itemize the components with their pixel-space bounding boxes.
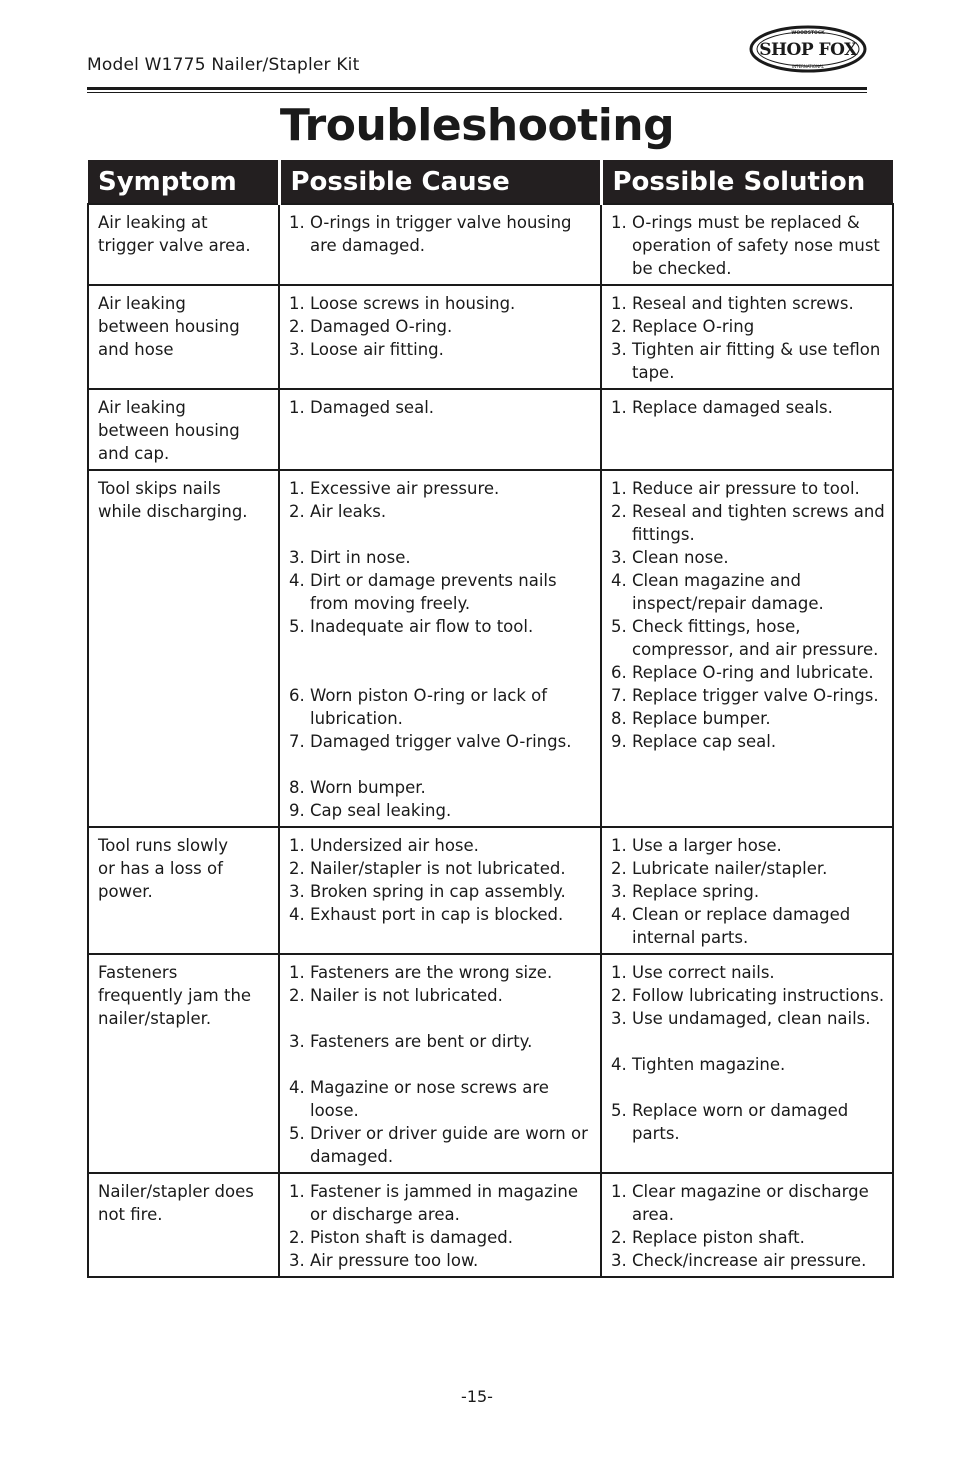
cause-item: 4. Dirt or damage prevents nails from moving freely.: [289, 571, 557, 613]
solution-list: [611, 211, 886, 280]
cause-item: 8. Worn bumper.: [289, 778, 426, 797]
solution-item: 2. Reseal and tighten screws and fittings.: [611, 502, 885, 544]
cause-cell: [279, 389, 601, 470]
solution-item: 3. Use undamaged, clean nails.: [611, 1009, 871, 1028]
cause-item: 2. Nailer/stapler is not lubricated.: [289, 859, 566, 878]
solution-list: [611, 292, 886, 384]
cause-item: 7. Damaged trigger valve O-rings.: [289, 732, 572, 751]
symptom-cell: [88, 389, 279, 470]
table-row: [88, 827, 893, 954]
cause-item: 1. Fasteners are the wrong size.: [289, 963, 553, 982]
solution-cell: [601, 470, 893, 827]
table-row: [88, 470, 893, 827]
table-row: [88, 1173, 893, 1277]
solution-item: 1. Use a larger hose.: [611, 836, 782, 855]
symptom-text: Fasteners frequently jam the nailer/stapler.: [98, 963, 252, 1028]
symptom-text: Air leaking between housing and hose: [98, 294, 240, 359]
logo-small-top: WOODSTOCK: [791, 31, 825, 36]
table-row: [88, 954, 893, 1173]
cause-item: 1. Damaged seal.: [289, 398, 435, 417]
solution-cell: [601, 285, 893, 389]
table-row: [88, 204, 893, 285]
header-possible-cause: Possible Cause: [279, 160, 601, 204]
solution-item: 4. Clean magazine and inspect/repair damage.: [611, 571, 824, 613]
symptom-cell: [88, 204, 279, 285]
solution-list: [611, 961, 886, 1145]
logo-text: SHOP FOX: [759, 40, 857, 60]
header-rule-thick: [87, 87, 867, 90]
cause-item: 2. Air leaks.: [289, 502, 387, 521]
cause-item: 1. Undersized air hose.: [289, 836, 479, 855]
cause-item: 4. Magazine or nose screws are loose.: [289, 1078, 549, 1120]
table-row: [88, 389, 893, 470]
solution-cell: [601, 389, 893, 470]
page-heading: Troubleshooting: [279, 100, 675, 151]
solution-item: 1. O-rings must be replaced & operation of safety nose must be checked.: [611, 213, 880, 278]
solution-item: 5. Check fittings, hose, compressor, and air pressure.: [611, 617, 879, 659]
solution-item: 2. Replace O-ring: [611, 317, 755, 336]
solution-item: 9. Replace cap seal.: [611, 732, 777, 751]
symptom-cell: [88, 1173, 279, 1277]
symptom-cell: [88, 470, 279, 827]
header-rule-thin: [87, 92, 867, 93]
header-symptom: Symptom: [88, 160, 279, 204]
symptom-text: Tool skips nails while discharging.: [98, 479, 248, 521]
logo-small-bottom: INTERNATIONAL: [791, 64, 825, 69]
solution-list: [611, 1180, 886, 1272]
solution-item: 2. Follow lubricating instructions.: [611, 986, 885, 1005]
solution-item: 1. Reduce air pressure to tool.: [611, 479, 860, 498]
cause-cell: [279, 954, 601, 1173]
cause-cell: [279, 470, 601, 827]
solution-item: 3. Clean nose.: [611, 548, 729, 567]
solution-item: 1. Reseal and tighten screws.: [611, 294, 854, 313]
cause-cell: [279, 204, 601, 285]
cause-item: 2. Piston shaft is damaged.: [289, 1228, 513, 1247]
cause-list: [289, 834, 594, 926]
page-number: -15-: [461, 1387, 493, 1406]
solution-item: 8. Replace bumper.: [611, 709, 771, 728]
cause-list: [289, 292, 594, 361]
cause-item: 9. Cap seal leaking.: [289, 801, 452, 820]
cause-item: 3. Air pressure too low.: [289, 1251, 479, 1270]
symptom-text: Air leaking at trigger valve area.: [98, 213, 251, 255]
solution-list: [611, 477, 886, 753]
solution-cell: [601, 204, 893, 285]
solution-item: 1. Clear magazine or discharge area.: [611, 1182, 869, 1224]
table-row: [88, 285, 893, 389]
cause-item: 2. Nailer is not lubricated.: [289, 986, 503, 1005]
solution-item: 4. Clean or replace damaged internal parts.: [611, 905, 851, 947]
solution-item: 3. Check/increase air pressure.: [611, 1251, 867, 1270]
solution-item: 3. Tighten air fitting & use teflon tape.: [611, 340, 881, 382]
solution-cell: [601, 1173, 893, 1277]
cause-list: [289, 211, 594, 257]
symptom-text: Air leaking between housing and cap.: [98, 398, 240, 463]
cause-list: [289, 1180, 594, 1272]
solution-cell: [601, 954, 893, 1173]
cause-cell: [279, 827, 601, 954]
cause-item: 5. Driver or driver guide are worn or damaged.: [289, 1124, 588, 1166]
solution-item: 6. Replace O-ring and lubricate.: [611, 663, 874, 682]
solution-item: 3. Replace spring.: [611, 882, 760, 901]
cause-item: 2. Damaged O-ring.: [289, 317, 453, 336]
symptom-cell: [88, 285, 279, 389]
shop-fox-logo: [748, 24, 868, 74]
cause-item: 3. Dirt in nose.: [289, 548, 411, 567]
header-possible-solution: Possible Solution: [601, 160, 893, 204]
table-header-row: [88, 160, 893, 204]
solution-cell: [601, 827, 893, 954]
solution-item: 2. Replace piston shaft.: [611, 1228, 805, 1247]
model-title: Model W1775 Nailer/Stapler Kit: [87, 55, 360, 75]
symptom-cell: [88, 827, 279, 954]
cause-cell: [279, 1173, 601, 1277]
cause-item: 4. Exhaust port in cap is blocked.: [289, 905, 564, 924]
solution-list: [611, 834, 886, 949]
cause-item: 3. Fasteners are bent or dirty.: [289, 1032, 533, 1051]
cause-item: 5. Inadequate air flow to tool.: [289, 617, 534, 636]
solution-item: 7. Replace trigger valve O-rings.: [611, 686, 879, 705]
cause-list: [289, 961, 594, 1168]
solution-item: 1. Use correct nails.: [611, 963, 775, 982]
solution-item: 2. Lubricate nailer/stapler.: [611, 859, 828, 878]
solution-list: [611, 396, 886, 419]
cause-item: 1. Loose screws in housing.: [289, 294, 516, 313]
symptom-text: Tool runs slowly or has a loss of power.: [98, 836, 228, 901]
cause-item: 3. Loose air fitting.: [289, 340, 444, 359]
cause-list: [289, 396, 594, 419]
symptom-cell: [88, 954, 279, 1173]
cause-item: 3. Broken spring in cap assembly.: [289, 882, 566, 901]
cause-list: [289, 477, 594, 822]
cause-item: 6. Worn piston O-ring or lack of lubrication.: [289, 686, 548, 728]
solution-item: 5. Replace worn or damaged parts.: [611, 1101, 849, 1143]
cause-item: 1. Fastener is jammed in magazine or discharge area.: [289, 1182, 578, 1224]
symptom-text: Nailer/stapler does not fire.: [98, 1182, 254, 1224]
cause-item: 1. O-rings in trigger valve housing are damaged.: [289, 213, 572, 255]
cause-cell: [279, 285, 601, 389]
solution-item: 4. Tighten magazine.: [611, 1055, 786, 1074]
troubleshooting-table: [87, 160, 894, 1278]
cause-item: 1. Excessive air pressure.: [289, 479, 500, 498]
solution-item: 1. Replace damaged seals.: [611, 398, 833, 417]
